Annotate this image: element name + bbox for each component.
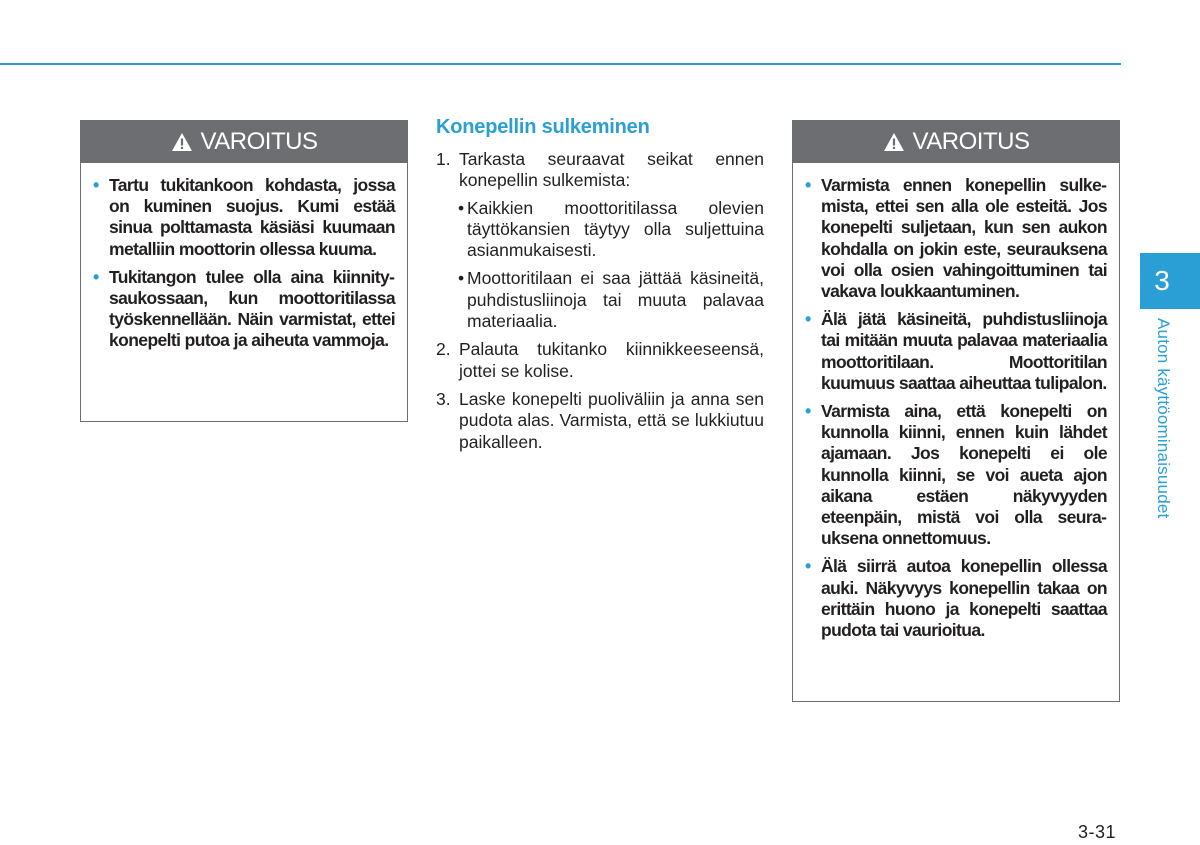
warning-box-right	[792, 120, 1120, 702]
warning-triangle-icon	[883, 132, 905, 152]
bullet-icon: •	[458, 268, 465, 289]
step-number: 2.	[436, 339, 451, 360]
warning-item-text: Tartu tukitankoon kohdasta, jossa on kuminen suojus. Kumi estää sinua polttamasta käsiäsi kuumaan metalliin moottorin ollessa kuuma.	[109, 175, 395, 259]
bullet-icon: •	[93, 175, 99, 195]
section-title: Konepellin sulkeminen	[436, 116, 650, 138]
warning-item	[805, 175, 1107, 302]
warning-item-text: Tukitangon tulee olla aina kiinnitysaukossaan, kun moottoritilassa työskennellään. Näin varmistat, ettei konepelti putoa ja aiheuta vammoja.	[109, 266, 395, 351]
sub-item-text: Moottoritilaan ei saa jättää käsineitä, puhdistusliinoja tai muuta palavaa materiaalia.	[467, 268, 764, 332]
warning-header	[793, 121, 1119, 163]
step-number: 3.	[436, 388, 451, 409]
warning-box-left	[80, 120, 408, 422]
sub-list	[459, 198, 764, 333]
sub-item-text: Kaikkien moottoritilassa olevien täyttökansien täytyy olla suljettuina asianmukaisesti.	[467, 197, 764, 261]
bullet-icon: •	[805, 175, 811, 195]
chapter-tab	[1140, 253, 1200, 309]
bullet-icon: •	[458, 197, 465, 218]
warning-list	[793, 163, 1119, 658]
steps-list	[436, 149, 764, 460]
bullet-icon: •	[93, 266, 99, 287]
warning-item	[93, 175, 395, 260]
step-text: Laske konepelti puoliväliin ja anna sen pudota alas. Varmista, että se lukkiutuu paikalleen.	[459, 388, 764, 452]
warning-list	[81, 163, 407, 369]
step-text: Palauta tukitanko kiinnikkeeseensä, jottei se kolise.	[459, 339, 764, 381]
page-number: 3-31	[1078, 822, 1117, 842]
warning-title: VAROITUS	[200, 128, 318, 155]
warning-item	[805, 309, 1107, 394]
chapter-number: 3	[1154, 265, 1170, 296]
step-text: Tarkasta seuraavat seikat ennen konepellin sulkemista:	[459, 149, 764, 191]
warning-triangle-icon	[171, 132, 193, 152]
bullet-icon: •	[805, 556, 811, 577]
warning-item	[93, 267, 395, 352]
step-item	[436, 339, 764, 382]
warning-item-text: Varmista ennen konepellin sulkemista, ettei sen alla ole esteitä. Jos konepelti suljetaan, kun sen aukon kohdalla on jokin este, seurauksena voi olla osien vahingoittuminen tai vakava loukkaantuminen.	[821, 175, 1107, 302]
step-item	[436, 389, 764, 453]
bullet-icon: •	[805, 401, 811, 422]
bullet-icon: •	[805, 309, 811, 330]
warning-item-text: Varmista aina, että konepelti on kunnolla kiinni, ennen kuin lähdet ajamaan. Jos konepelti ei ole kunnolla kiinni, se voi aueta ajon aikana estäen näkyvyyden eteenpäin, mistä voi olla seurauksena onnettomuus.	[821, 401, 1107, 549]
warning-item-text: Älä siirrä autoa konepellin ollessa auki. Näkyvyys konepellin takaa on erittäin huono ja konepelti saattaa pudota tai vaurioitua.	[821, 556, 1107, 641]
warning-header	[81, 121, 407, 163]
sub-item	[459, 268, 764, 332]
chapter-label: Auton käyttöominaisuudet	[1154, 318, 1173, 519]
sub-item	[459, 198, 764, 262]
warning-item-text: Älä jätä käsineitä, puhdistusliinoja tai mitään muuta palavaa materiaalia moottoritilaan. Moottoritilan kuumuus saattaa aiheuttaa tulipalon.	[821, 309, 1107, 393]
warning-title: VAROITUS	[912, 128, 1030, 155]
header-rule	[0, 63, 1121, 65]
step-number: 1.	[436, 149, 451, 169]
step-item	[436, 149, 764, 332]
warning-item	[805, 556, 1107, 641]
warning-item	[805, 401, 1107, 549]
